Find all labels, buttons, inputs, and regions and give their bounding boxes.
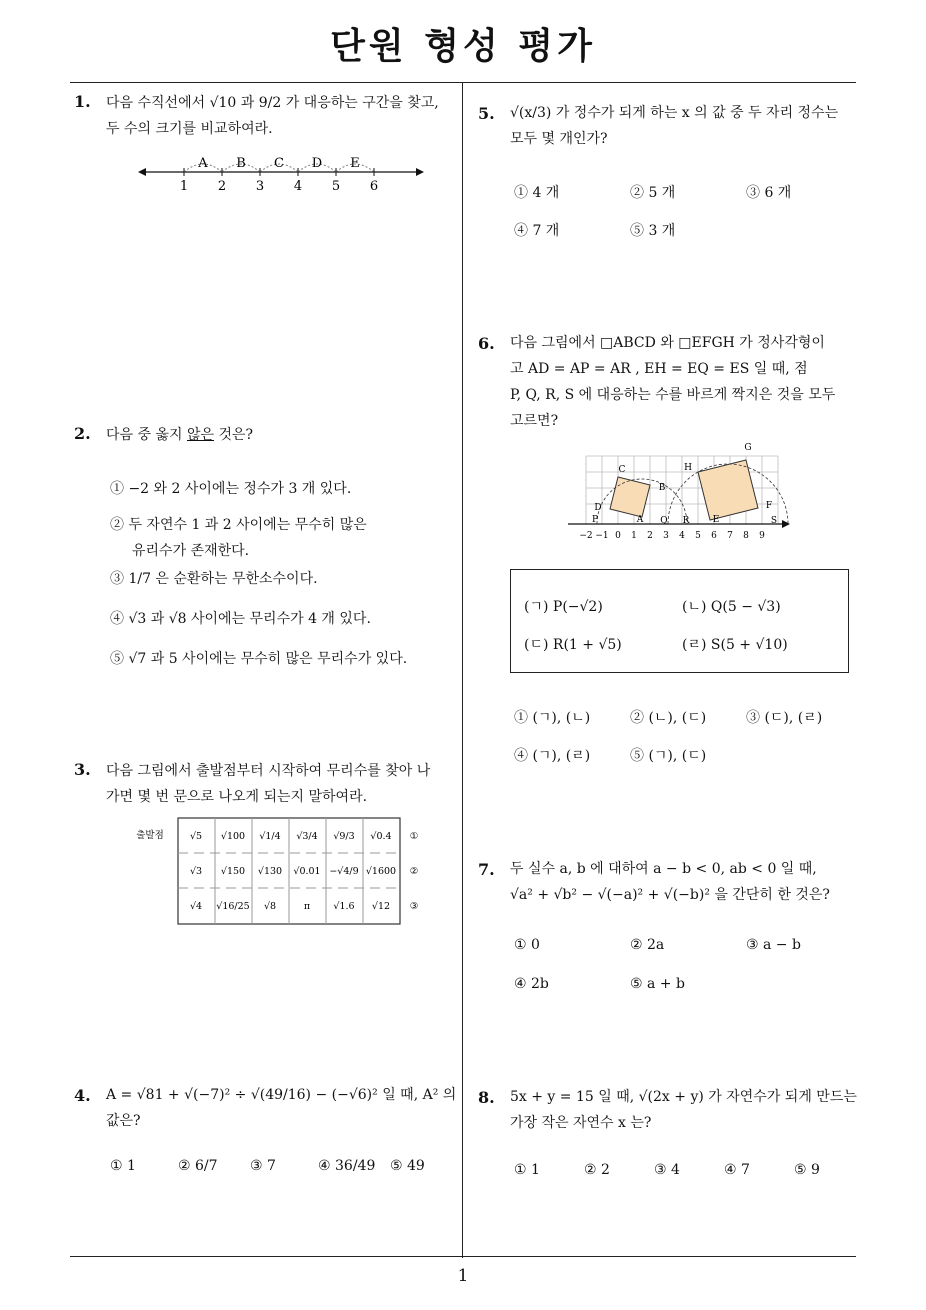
q6-option-2[interactable]: ② (ㄴ), (ㄷ) — [630, 710, 707, 726]
page-title: 단원 형성 평가 — [330, 26, 596, 67]
q2-stem-a: 다음 중 옳지 — [106, 427, 187, 443]
q8-stem — [510, 1084, 862, 1136]
q6-choice-box — [510, 569, 849, 673]
q6-axis-tick: 0 — [615, 531, 621, 541]
q1-seg-c: C — [274, 156, 284, 171]
q5-stem — [510, 100, 860, 152]
q3-cell: √16/25 — [216, 901, 250, 912]
q1-seg-b: B — [236, 156, 246, 171]
q6-label-p: P — [591, 515, 599, 525]
q6-box-item-4: (ㄹ) S(5 + √10) — [682, 637, 788, 653]
q6-label-s: S — [770, 516, 778, 526]
q6-number: 6. — [478, 334, 495, 353]
q3-cell: √1.6 — [333, 901, 355, 912]
q3-cell: √130 — [257, 866, 283, 877]
q3-line1: 다음 그림에서 출발점부터 시작하여 무리수를 찾아 나 — [106, 763, 431, 779]
q4-number: 4. — [74, 1086, 91, 1105]
q2-stem-underlined: 않은 — [186, 427, 215, 443]
q6-box-item-3: (ㄷ) R(1 + √5) — [524, 637, 622, 653]
q4-option-2[interactable]: ② 6/7 — [178, 1158, 218, 1174]
q2-number: 2. — [74, 424, 91, 443]
q4-option-1[interactable]: ① 1 — [110, 1158, 136, 1174]
q6-label-b: B — [658, 483, 666, 493]
q3-cell: √3/4 — [296, 831, 318, 842]
q4-option-4[interactable]: ④ 36/49 — [318, 1158, 376, 1174]
q7-stem — [510, 856, 862, 908]
q2-stem-b: 것은? — [214, 427, 254, 443]
q7-option-3[interactable]: ③ a − b — [746, 937, 801, 953]
q6-option-1[interactable]: ① (ㄱ), (ㄴ) — [514, 710, 591, 726]
q7-option-1[interactable]: ① 0 — [514, 937, 540, 953]
q6-label-q: Q — [660, 516, 668, 526]
q6-figure — [566, 440, 792, 544]
q6-line2: 고 AD = AP = AR , EH = EQ = ES 일 때, 점 — [510, 361, 808, 377]
q2-option-2-cont: 유리수가 존재한다. — [132, 543, 250, 559]
q7-line2: √a² + √b² − √(−a)² + √(−b)² 을 간단히 한 것은? — [510, 887, 830, 903]
q2-option-2[interactable]: ② 두 자연수 1 과 2 사이에는 무수히 많은 — [110, 517, 367, 533]
q6-axis-tick: −1 — [595, 531, 609, 541]
q8-line1: 5x + y = 15 일 때, √(2x + y) 가 자연수가 되게 만드는 — [510, 1089, 857, 1105]
q1-seg-a: A — [198, 156, 208, 171]
q3-cell: √5 — [189, 831, 203, 842]
q7-option-5[interactable]: ⑤ a + b — [630, 976, 685, 992]
q4-option-5[interactable]: ⑤ 49 — [390, 1158, 425, 1174]
q6-line3: P, Q, R, S 에 대응하는 수를 바르게 짝지은 것을 모두 — [510, 387, 836, 403]
q3-cell: √8 — [263, 901, 277, 912]
q1-number: 1. — [74, 92, 91, 111]
q3-exit-2: ② — [409, 866, 419, 877]
q6-axis-tick: 5 — [695, 531, 701, 541]
q6-label-e: E — [712, 515, 720, 525]
q2-option-3[interactable]: ③ 1/7 은 순환하는 무한소수이다. — [110, 571, 318, 587]
q5-option-4[interactable]: ④ 7 개 — [514, 223, 560, 239]
q6-line1: 다음 그림에서 □ABCD 와 □EFGH 가 정사각형이 — [510, 335, 825, 351]
q1-stem — [106, 90, 456, 142]
q3-number: 3. — [74, 760, 91, 779]
bottom-rule — [70, 1256, 856, 1257]
q7-number: 7. — [478, 860, 495, 879]
q6-label-r: R — [682, 516, 690, 526]
q4-option-3[interactable]: ③ 7 — [250, 1158, 276, 1174]
q1-number-line — [138, 148, 428, 198]
q3-line2: 가면 몇 번 문으로 나오게 되는지 말하여라. — [106, 789, 368, 805]
q6-axis-tick: 2 — [647, 531, 653, 541]
q1-tick-4: 4 — [293, 179, 303, 194]
q6-axis-tick: 9 — [759, 531, 765, 541]
q8-number: 8. — [478, 1088, 495, 1107]
q1-tick-5: 5 — [331, 179, 341, 194]
q7-option-4[interactable]: ④ 2b — [514, 976, 549, 992]
q6-line4: 고르면? — [510, 413, 559, 429]
q6-axis-tick: 3 — [663, 531, 669, 541]
q5-option-5[interactable]: ⑤ 3 개 — [630, 223, 676, 239]
q1-tick-2: 2 — [217, 179, 227, 194]
q3-cell: π — [303, 901, 311, 912]
q3-cell: √0.01 — [293, 866, 321, 877]
q7-option-2[interactable]: ② 2a — [630, 937, 665, 953]
q6-box-item-2: (ㄴ) Q(5 − √3) — [682, 599, 781, 615]
q6-axis-tick: 1 — [631, 531, 637, 541]
page-number: 1 — [457, 1266, 469, 1286]
q6-box-item-1: (ㄱ) P(−√2) — [524, 599, 603, 615]
q3-exit-3: ③ — [409, 901, 419, 912]
q3-stem — [106, 758, 456, 810]
q1-line1: 다음 수직선에서 √10 과 9/2 가 대응하는 구간을 찾고, — [106, 95, 439, 111]
q8-option-2[interactable]: ② 2 — [584, 1162, 610, 1178]
q6-axis-tick: 8 — [743, 531, 749, 541]
q1-line2: 두 수의 크기를 비교하여라. — [106, 121, 273, 137]
q5-line1: √(x/3) 가 정수가 되게 하는 x 의 값 중 두 자리 정수는 — [510, 105, 839, 121]
q4-line1: A = √81 + √(−7)² ÷ √(49/16) − (−√6)² 일 때, A² 의 — [106, 1087, 457, 1103]
q3-cell: √0.4 — [370, 831, 392, 842]
q1-seg-d: D — [311, 156, 323, 171]
q3-exit-1: ① — [409, 831, 419, 842]
q6-label-a: A — [636, 515, 644, 525]
q3-cell: √9/3 — [333, 831, 355, 842]
q6-option-3[interactable]: ③ (ㄷ), (ㄹ) — [746, 710, 823, 726]
q3-start-label: 출발점 — [136, 830, 164, 841]
q3-cell: √1/4 — [259, 831, 281, 842]
q3-cell: √12 — [371, 901, 391, 912]
q6-label-f: F — [765, 501, 773, 511]
q3-cell: √150 — [220, 866, 246, 877]
q6-axis-tick: −2 — [579, 531, 593, 541]
q3-cell: √4 — [189, 901, 203, 912]
q3-cell: −√4/9 — [329, 866, 359, 877]
q6-axis-tick: 7 — [727, 531, 733, 541]
q8-option-5[interactable]: ⑤ 9 — [794, 1162, 820, 1178]
q6-option-5[interactable]: ⑤ (ㄱ), (ㄷ) — [630, 748, 707, 764]
q8-option-1[interactable]: ① 1 — [514, 1162, 540, 1178]
q3-cell: √1600 — [365, 866, 397, 877]
q1-seg-e: E — [350, 156, 360, 171]
q4-stem — [106, 1082, 458, 1134]
q6-label-c: C — [618, 465, 626, 475]
q8-option-3[interactable]: ③ 4 — [654, 1162, 680, 1178]
q6-label-h: H — [684, 463, 692, 473]
q5-option-1[interactable]: ① 4 개 — [514, 185, 560, 201]
q2-option-5[interactable]: ⑤ √7 과 5 사이에는 무수히 많은 무리수가 있다. — [110, 651, 408, 667]
q1-tick-3: 3 — [255, 179, 265, 194]
q2-option-1[interactable]: ① −2 와 2 사이에는 정수가 3 개 있다. — [110, 481, 352, 497]
q6-label-d: D — [594, 503, 602, 513]
q8-option-4[interactable]: ④ 7 — [724, 1162, 750, 1178]
q6-option-4[interactable]: ④ (ㄱ), (ㄹ) — [514, 748, 591, 764]
q2-option-4[interactable]: ④ √3 과 √8 사이에는 무리수가 4 개 있다. — [110, 611, 371, 627]
q5-number: 5. — [478, 104, 495, 123]
q3-cell: √100 — [220, 831, 246, 842]
q5-option-3[interactable]: ③ 6 개 — [746, 185, 792, 201]
q6-axis-tick: 4 — [679, 531, 685, 541]
q1-tick-1: 1 — [179, 179, 189, 194]
column-divider — [462, 82, 463, 1258]
q3-maze — [136, 814, 426, 930]
q2-stem — [106, 422, 253, 448]
q4-line2: 값은? — [106, 1113, 141, 1129]
q7-line1: 두 실수 a, b 에 대하여 a − b < 0, ab < 0 일 때, — [510, 861, 817, 877]
q5-line2: 모두 몇 개인가? — [510, 131, 608, 147]
top-rule — [70, 82, 856, 83]
q6-label-g: G — [744, 443, 752, 453]
q3-cell: √3 — [189, 866, 203, 877]
q6-stem — [510, 330, 862, 434]
q8-line2: 가장 작은 자연수 x 는? — [510, 1115, 652, 1131]
q6-axis-tick: 6 — [711, 531, 717, 541]
q5-option-2[interactable]: ② 5 개 — [630, 185, 676, 201]
q1-tick-6: 6 — [369, 179, 379, 194]
